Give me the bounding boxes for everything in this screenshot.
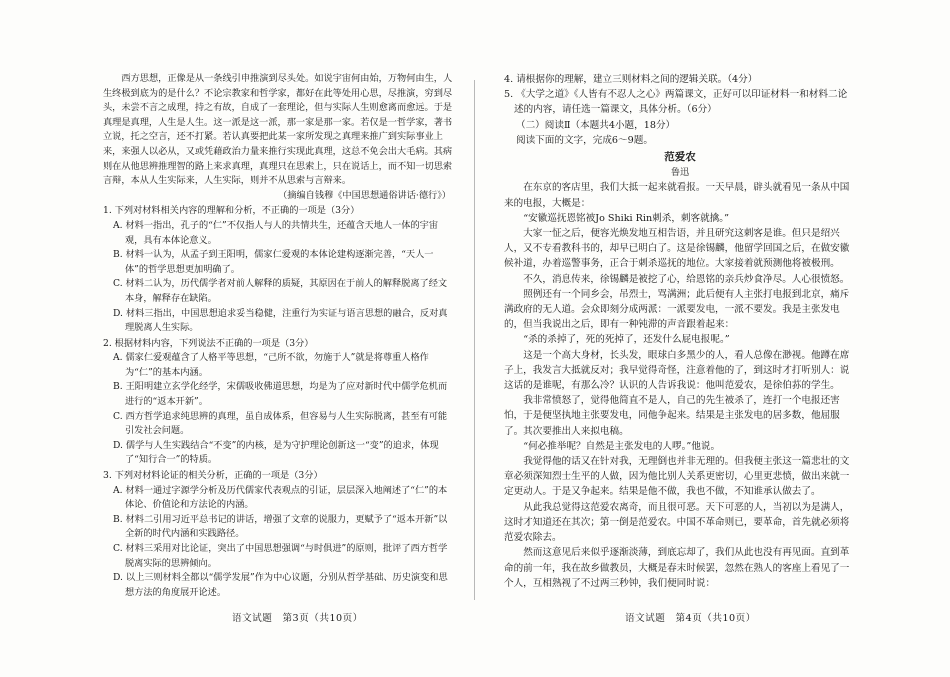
question-3 [103, 469, 455, 600]
story-paragraph: 照例还有一个同乡会，吊烈士，骂满洲；此后便有人主张打电报到北京，痛斥满政府的无人道。会众即刻分成两派：一派要发电，一派不要发。我是主张发电的，但当我说出之后，即有一种钝滞的声音跟着起来： [504, 288, 850, 331]
option-a: A. 材料一通过字源学分析及历代儒家代表观点的引证，层层深入地阐述了“仁”的本体论、价值论和方法论的内涵。 [113, 484, 448, 511]
question-4: 4. 请根据你的理解，建立三则材料之间的逻辑关联。（4分） [504, 74, 758, 85]
option-b: B. 王阳明建立玄学化经学，宋儒吸收佛道思想，均是为了应对新时代中儒学危机而进行的“返本开新”。 [113, 381, 448, 408]
story-paragraph: 我觉得他的话又在针对我，无理倒也并非无理的。但我便主张这一篇悲壮的文章必须深知烈士生平的人做，因为他比别人关系更密切，心里更悲愤，做出来就一定更动人。于是又争起来。结果是他不做，我也不做，不知谁承认做去了。 [504, 456, 850, 498]
story-paragraph: “杀的杀掉了，死的死掉了，还发什么屁电报呢。” [523, 334, 730, 346]
passage-paragraph: 西方思想，正像是从一条线引申推演到尽头处。如说宇宙何由始，万物何由生，人生终极到底为的是什么？不论宗教家和哲学家，都好在此等处用心思，尽推演，穷到尽头，未尝不言之成理，持之有故，自成了一套理论，但与实际人生则愈离而愈远。于是真理是真理，人生是人生。这一派是这一派，那一家是那一家。若仅是一哲学家，著书立说，托之空言，还不打紧。若认真要把此某一家所发现之真理来推广到实际事业上来，来强人以必从，又或凭藉政治力量来推行实现此真理，这总不免会出大毛病。其病则在从他思辨推理智的路上来求真理，真理只在思索上，只在说话上，而不知一切思索言辩，本从人生实际来，人生实际，则并不从思索与言辩来。 [103, 73, 453, 187]
page-footer-right: 语文试题 第4页（共10页） [625, 613, 756, 624]
story-paragraph: 然而这意见后来似乎逐渐淡薄，到底忘却了，我们从此也没有再见面。直到革命的前一年，我在故乡做教员，大概是春末时候罢，忽然在熟人的客座上看见了一个人，互相熟视了不过两三秒钟，我们便同时说： [504, 547, 850, 589]
option-d: D. 材料三指出，中国思想追求妥当稳健，注重行为实证与语言思想的融合，反对真理脱离人生实际。 [113, 307, 448, 334]
story-paragraph: “安徽巡抚恩铭被Jo Shiki Rin刺杀，刺客就擒。” [523, 212, 729, 224]
story-paragraph: 大家一怔之后，便容光焕发地互相告语，并且研究这刺客是谁。但只是绍兴人，又不专看教科书的，却早已明白了。这是徐锡麟，他留学回国之后，在做安徽候补道，办着巡警事务，正合于刺杀巡抚的地位。大家接着就预测他将被极刑。 [504, 228, 850, 270]
section-title: （二）阅读Ⅱ（本题共4小题，18分） [516, 119, 676, 131]
story-paragraph: 从此我总觉得这范爱农离奇，而且很可恶。天下可恶的人，当初以为是满人，这时才知道还在其次；第一倒是范爱农。中国不革命则已，要革命，首先就必须将范爱农除去。 [504, 501, 850, 544]
option-b: B. 材料一认为，从孟子到王阳明，儒家仁爱观的本体论建构逐渐完善，“天人一体”的哲学思想更加明确了。 [113, 249, 434, 275]
option-d: D. 以上三则材料全都以“儒学发展”作为中心议题，分别从哲学基础、历史演变和思想方法的角度展开论述。 [113, 572, 448, 598]
question-1 [103, 204, 455, 335]
section-intro: 阅读下面的文字，完成6～9题。 [516, 134, 653, 146]
story-title: 范爱农 [664, 151, 696, 164]
question-2 [103, 337, 455, 468]
story-paragraph: 在东京的客店里，我们大抵一起来就看报。一天早晨，辟头就看见一条从中国来的电报，大概是： [504, 182, 850, 209]
story-paragraph: “何必推举呢？自然是主张发电的人啰。”他说。 [523, 440, 721, 452]
option-a: A. 材料一指出，孔子的“仁”不仅指人与人的共情共生，还蕴含天地人一体的宇宙观，具有本体论意义。 [113, 219, 439, 246]
story-paragraph: 这是一个高大身材，长头发，眼球白多黑少的人，看人总像在渺视。他蹲在席子上，我发言大抵就反对；我早觉得奇怪，注意着他的了，到这时才打听别人：说这话的是谁呢，有那么冷？认识的人告诉我说：他叫范爱农，是徐伯荪的学生。 [504, 349, 850, 392]
source-citation: （摘编自钱穆《中国思想通俗讲话·德行》） [278, 189, 451, 201]
question-5: 5. 《大学之道》《人皆有不忍人之心》两篇课文，正好可以印证材料一和材料二论述的内容，请任选一篇课文，具体分析。（6分） [504, 89, 848, 116]
option-c: C. 西方哲学追求纯思辨的真理，虽自成体系，但容易与人生实际脱离，甚至有可能引发社会问题。 [113, 410, 448, 437]
story-paragraph: 我非常愤怒了，觉得他简直不是人，自己的先生被杀了，连打一个电报还害怕，于是便坚执地主张要发电，同他争起来。结果是主张发电的居多数，他屈服了。其次要推出人来拟电稿。 [504, 395, 840, 437]
option-a: A. 儒家仁爱观蕴含了人格平等思想，“己所不欲，勿施于人”就是将尊重人格作为“仁”的基本内涵。 [113, 352, 429, 378]
option-d: D. 儒学与人生实践结合“不变”的内核，是为守护理论创新这一“变”的追求，体现了“知行合一”的特质。 [113, 439, 439, 466]
option-c: C. 材料二认为，历代儒学者对前人解释的质疑，其原因在于前人的解释脱离了经文本身，解释存在缺陷。 [113, 278, 448, 304]
option-c: C. 材料三采用对比论证，突出了中国思想强调“与时俱进”的原则，批评了西方哲学脱离实际的思辨倾向。 [113, 543, 448, 569]
page-footer-left: 语文试题 第3页（共10页） [232, 613, 363, 624]
left-page [103, 72, 455, 600]
question-stem: 1. 下列对材料相关内容的理解和分析，不正确的一项是（3分） [103, 205, 360, 217]
option-b: B. 材料二引用习近平总书记的讲话，增强了文章的说服力，更赋予了“返本开新”以全新的时代内涵和实践路径。 [113, 513, 448, 540]
page-divider [474, 80, 475, 600]
story-author: 鲁迅 [670, 167, 690, 179]
question-stem: 2. 根据材料内容，下列说法不正确的一项是（3分） [103, 337, 314, 349]
story-paragraph: 不久，消息传来，徐锡麟是被挖了心，给恩铭的亲兵炒食净尽。人心很愤怒。 [523, 273, 850, 285]
right-page [504, 72, 856, 591]
question-stem: 3. 下列对材料论证的相关分析，正确的一项是（3分） [103, 470, 323, 482]
